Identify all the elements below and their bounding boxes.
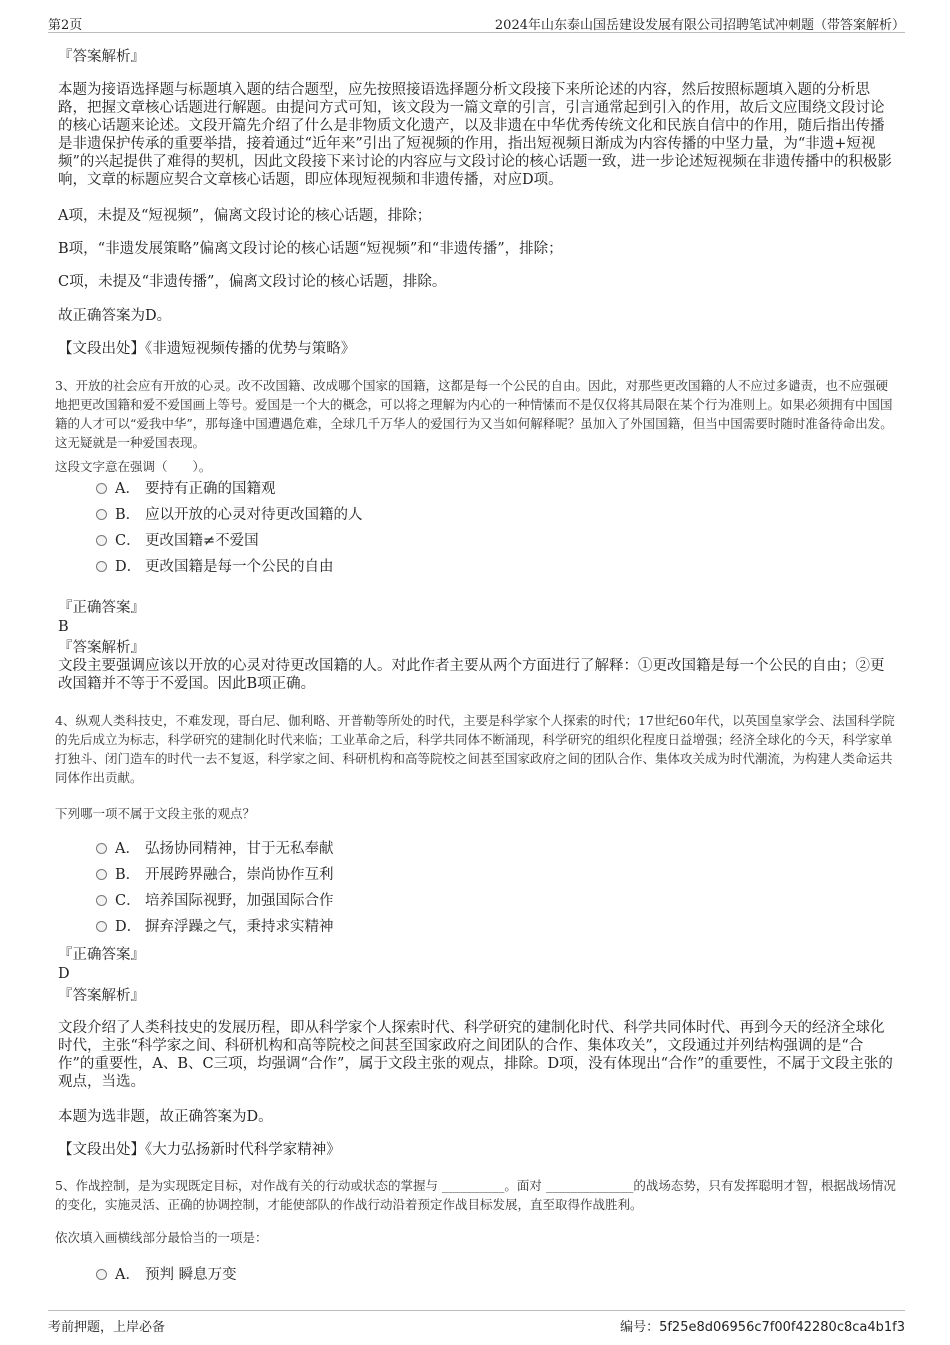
radio-icon[interactable] bbox=[96, 483, 107, 494]
q2-analysis-label: 『答案解析』 bbox=[58, 49, 145, 65]
q3-answer-label: 『正确答案』 bbox=[58, 600, 145, 616]
q2-conclusion: 故正确答案为D。 bbox=[58, 308, 172, 324]
q4-option-b[interactable]: B． 开展跨界融合，崇尚协作互利 bbox=[96, 866, 334, 884]
q3-option-d[interactable]: D． 更改国籍是每一个公民的自由 bbox=[96, 558, 334, 576]
q4-source: 【文段出处】《大力弘扬新时代科学家精神》 bbox=[58, 1142, 341, 1158]
q4-analysis-label: 『答案解析』 bbox=[58, 988, 145, 1004]
q4-analysis-text: 文段介绍了人类科技史的发展历程，即从科学家个人探索时代、科学研究的建制化时代、科学共同体时代、再到今天的经济全球化时代，主张“科学家之间、科研机构和高等院校之间甚至国家政府之间团队的合作、集体攻关”，文段通过并列结构强调的是“合作”的重要性，A、B、C三项，均强调“合作”，属于文段主张的观点，排除。D项，没有体现出“合作”的重要性，不属于文段主张的观点，当选。 bbox=[58, 1020, 893, 1090]
q4-answer-label: 『正确答案』 bbox=[58, 947, 145, 963]
radio-icon[interactable] bbox=[96, 535, 107, 546]
radio-icon[interactable] bbox=[96, 895, 107, 906]
q2-option-a-analysis: A项，未提及“短视频”，偏离文段讨论的核心话题，排除； bbox=[58, 208, 432, 224]
radio-icon[interactable] bbox=[96, 1269, 107, 1280]
q3-question: 这段文字意在强调（ ）。 bbox=[55, 459, 212, 474]
q5-question: 依次填入画横线部分最恰当的一项是： bbox=[55, 1230, 268, 1245]
q4-option-a[interactable]: A． 弘扬协同精神，甘于无私奉献 bbox=[96, 840, 334, 858]
q2-analysis-text: 本题为接语选择题与标题填入题的结合题型，应先按照接语选择题分析文段接下来所论述的内容，然后按照标题填入题的分析思路，把握文章核心话题进行解题。由提问方式可知，该文段为一篇文章的引言，引言通常起到引入的作用，故后文应围绕文段讨论的核心话题来论述。文段开篇先介绍了什么是非物质文化遗产，以及非遗在中华优秀传统文化和民族自信中的作用，随后指出传播是非遗保护传承的重要举措，接着通过“近年来”引出了短视频的作用，指出短视频日渐成为内容传播的中坚力量，为“非遗+短视频”的兴起提供了难得的契机，因此文段接下来讨论的内容应与文段讨论的核心话题一致，进一步论述短视频在非遗传播中的积极影响，文章的标题应契合文章核心话题，即应体现短视频和非遗传播，对应D项。 bbox=[58, 82, 892, 188]
q3-option-b[interactable]: B． 应以开放的心灵对待更改国籍的人 bbox=[96, 506, 363, 524]
q4-stem: 4、纵观人类科技史，不难发现，哥白尼、伽利略、开普勒等所处的时代，主要是科学家个人探索的时代；17世纪60年代，以英国皇家学会、法国科学院的先后成立为标志，科学研究的建制化时代来临；工业革命之后，科学共同体不断涌现，科学研究的组织化程度日益增强；经济全球化的今天，科学家单打独斗、闭门造车的时代一去不复返，科学家之间、科研机构和高等院校之间甚至国家政府之间的团队合作、集体攻关成为时代潮流，为构建人类命运共同体作出贡献。 bbox=[55, 713, 895, 785]
q5-stem: 5、作战控制，是为实现既定目标，对作战有关的行动或状态的掌握与 __________。面对 ______________的战场态势，只有发挥聪明才智，根据战场情况的变化，实施灵活、正确的协调控制，才能使部队的作战行动沿着预定作战目标发展，直至取得作战胜利。 bbox=[55, 1178, 896, 1212]
q4-option-c[interactable]: C． 培养国际视野，加强国际合作 bbox=[96, 892, 334, 910]
q3-analysis-label: 『答案解析』 bbox=[58, 640, 145, 656]
radio-icon[interactable] bbox=[96, 843, 107, 854]
q5-option-a[interactable]: A． 预判 瞬息万变 bbox=[96, 1266, 237, 1284]
page-footer bbox=[48, 1310, 905, 1335]
q4-question: 下列哪一项不属于文段主张的观点？ bbox=[55, 806, 256, 821]
q2-source: 【文段出处】《非遗短视频传播的优势与策略》 bbox=[58, 341, 356, 357]
page-number: 第2页 bbox=[48, 18, 83, 33]
page-header bbox=[48, 12, 905, 33]
q4-conclusion: 本题为选非题，故正确答案为D。 bbox=[58, 1109, 273, 1125]
q3-analysis-text: 文段主要强调应该以开放的心灵对待更改国籍的人。对此作者主要从两个方面进行了解释：①更改国籍是每一个公民的自由；②更改国籍并不等于不爱国。因此B项正确。 bbox=[58, 658, 885, 692]
q3-option-c[interactable]: C． 更改国籍≠不爱国 bbox=[96, 532, 259, 550]
radio-icon[interactable] bbox=[96, 509, 107, 520]
document-title: 2024年山东泰山国岳建设发展有限公司招聘笔试冲刺题（带答案解析） bbox=[494, 18, 905, 33]
q4-answer: D bbox=[58, 966, 70, 982]
footer-slogan: 考前押题，上岸必备 bbox=[48, 1320, 166, 1335]
radio-icon[interactable] bbox=[96, 869, 107, 880]
q3-stem: 3、开放的社会应有开放的心灵。改不改国籍、改成哪个国家的国籍，这都是每一个公民的自由。因此，对那些更改国籍的人不应过多谴责，也不应强硬地把更改国籍和爱不爱国画上等号。爱国是一个大的概念，可以将之理解为内心的一种情愫而不是仅仅将其局限在某个行为准则上。如果必须拥有中国国籍的人才可以“爱我中华”，那每逢中国遭遇危难，全球几千万华人的爱国行为又当如何解释呢？虽加入了外国国籍，但当中国需要时随时准备待命出发。这无疑就是一种爱国表现。 bbox=[55, 378, 893, 450]
q2-option-b-analysis: B项，“非遗发展策略”偏离文段讨论的核心话题“短视频”和“非遗传播”，排除； bbox=[58, 241, 563, 257]
q2-option-c-analysis: C项，未提及“非遗传播”，偏离文段讨论的核心话题，排除。 bbox=[58, 274, 447, 290]
q3-option-a[interactable]: A． 要持有正确的国籍观 bbox=[96, 480, 276, 498]
document-id: 编号：5f25e8d06956c7f00f42280c8ca4b1f3 bbox=[620, 1320, 905, 1335]
q4-option-d[interactable]: D． 摒弃浮躁之气，秉持求实精神 bbox=[96, 918, 334, 936]
radio-icon[interactable] bbox=[96, 561, 107, 572]
q3-answer: B bbox=[58, 619, 69, 635]
radio-icon[interactable] bbox=[96, 921, 107, 932]
